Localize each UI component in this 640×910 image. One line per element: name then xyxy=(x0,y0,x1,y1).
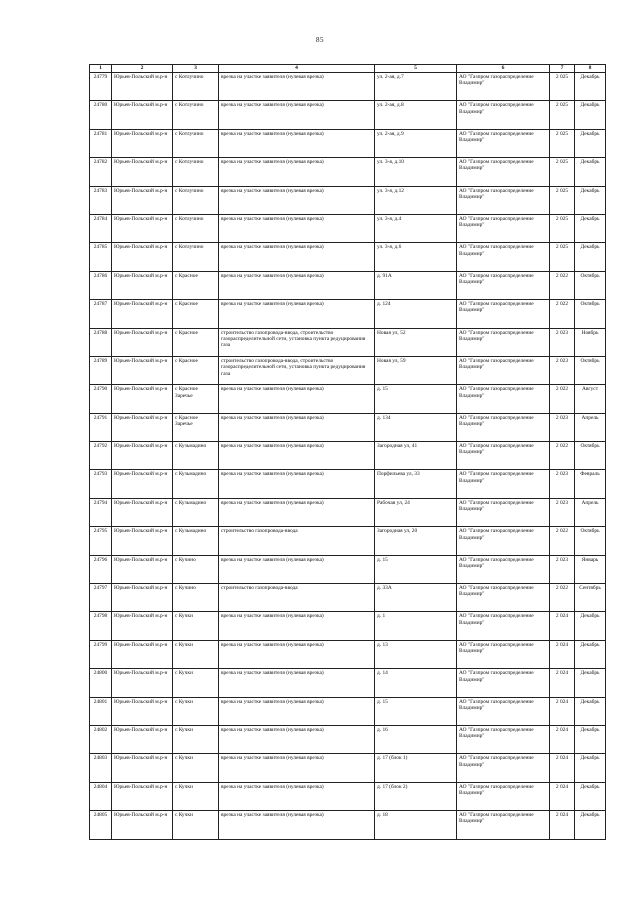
district-cell: Юрьев-Польский м.р-н xyxy=(112,214,173,242)
table-row xyxy=(90,186,606,214)
month-cell: Декабрь xyxy=(575,243,606,271)
organization-cell: АО "Газпром газораспределение Владимир" xyxy=(457,186,550,214)
row-number: 24803 xyxy=(90,754,112,782)
column-header: 8 xyxy=(575,65,606,73)
table-row xyxy=(90,385,606,413)
organization-cell: АО "Газпром газораспределение Владимир" xyxy=(457,811,550,839)
settlement-cell: с Кузьмадино xyxy=(173,498,219,526)
month-cell: Апрель xyxy=(575,498,606,526)
row-number: 24798 xyxy=(90,612,112,640)
month-cell: Октябрь xyxy=(575,442,606,470)
settlement-cell: с Кучки xyxy=(173,754,219,782)
district-cell: Юрьев-Польский м.р-н xyxy=(112,669,173,697)
year-cell: 2 025 xyxy=(550,186,575,214)
year-cell: 2 022 xyxy=(550,385,575,413)
row-number: 24795 xyxy=(90,527,112,555)
district-cell: Юрьев-Польский м.р-н xyxy=(112,385,173,413)
organization-cell: АО "Газпром газораспределение Владимир" xyxy=(457,754,550,782)
address-cell: ул. 2-ая, д.7 xyxy=(375,73,457,101)
settlement-cell: с Кузьмадино xyxy=(173,527,219,555)
month-cell: Декабрь xyxy=(575,697,606,725)
settlement-cell: с Красное xyxy=(173,271,219,299)
month-cell: Октябрь xyxy=(575,527,606,555)
work-type-cell: врезка на участке заявителя (нулевая врезка) xyxy=(219,612,375,640)
work-type-cell: строительство газопровода-ввода, строительство газораспределительной сети, установка пункта редуцирования газа xyxy=(219,328,375,356)
district-cell: Юрьев-Польский м.р-н xyxy=(112,725,173,753)
row-number: 24788 xyxy=(90,328,112,356)
table-row xyxy=(90,413,606,441)
table-row xyxy=(90,498,606,526)
table-row xyxy=(90,243,606,271)
address-cell: Новая ул, 52 xyxy=(375,328,457,356)
register-table xyxy=(89,64,606,840)
district-cell: Юрьев-Польский м.р-н xyxy=(112,243,173,271)
row-number: 24802 xyxy=(90,725,112,753)
district-cell: Юрьев-Польский м.р-н xyxy=(112,356,173,384)
column-header: 3 xyxy=(173,65,219,73)
work-type-cell: врезка на участке заявителя (нулевая врезка) xyxy=(219,300,375,328)
column-header: 2 xyxy=(112,65,173,73)
settlement-cell: с Кучки xyxy=(173,782,219,810)
page-number: 85 xyxy=(316,36,324,44)
column-header: 6 xyxy=(457,65,550,73)
table-row xyxy=(90,782,606,810)
district-cell: Юрьев-Польский м.р-н xyxy=(112,442,173,470)
year-cell: 2 022 xyxy=(550,300,575,328)
month-cell: Февраль xyxy=(575,470,606,498)
month-cell: Октябрь xyxy=(575,271,606,299)
table-row xyxy=(90,73,606,101)
month-cell: Декабрь xyxy=(575,101,606,129)
settlement-cell: с Котлучино xyxy=(173,243,219,271)
district-cell: Юрьев-Польский м.р-н xyxy=(112,612,173,640)
district-cell: Юрьев-Польский м.р-н xyxy=(112,527,173,555)
work-type-cell: строительство газопровода-ввода xyxy=(219,584,375,612)
address-cell: Рабочая ул, 24 xyxy=(375,498,457,526)
month-cell: Август xyxy=(575,385,606,413)
table-row xyxy=(90,612,606,640)
settlement-cell: с Красное xyxy=(173,356,219,384)
row-number: 24805 xyxy=(90,811,112,839)
address-cell: д. 18 xyxy=(375,811,457,839)
work-type-cell: врезка на участке заявителя (нулевая врезка) xyxy=(219,725,375,753)
month-cell: Декабрь xyxy=(575,811,606,839)
organization-cell: АО "Газпром газораспределение Владимир" xyxy=(457,243,550,271)
work-type-cell: врезка на участке заявителя (нулевая врезка) xyxy=(219,243,375,271)
address-cell: д. 15 xyxy=(375,697,457,725)
district-cell: Юрьев-Польский м.р-н xyxy=(112,73,173,101)
month-cell: Декабрь xyxy=(575,782,606,810)
row-number: 24799 xyxy=(90,640,112,668)
district-cell: Юрьев-Польский м.р-н xyxy=(112,300,173,328)
district-cell: Юрьев-Польский м.р-н xyxy=(112,101,173,129)
district-cell: Юрьев-Польский м.р-н xyxy=(112,498,173,526)
district-cell: Юрьев-Польский м.р-н xyxy=(112,555,173,583)
row-number: 24796 xyxy=(90,555,112,583)
month-cell: Декабрь xyxy=(575,158,606,186)
year-cell: 2 024 xyxy=(550,725,575,753)
month-cell: Декабрь xyxy=(575,669,606,697)
address-cell: д. 17 (блок 2) xyxy=(375,782,457,810)
organization-cell: АО "Газпром газораспределение Владимир" xyxy=(457,640,550,668)
table-row xyxy=(90,640,606,668)
settlement-cell: с Кузьмадино xyxy=(173,470,219,498)
address-cell: ул. 3-я, д.10 xyxy=(375,158,457,186)
settlement-cell: с Кучки xyxy=(173,669,219,697)
address-cell: Порфильева ул, 33 xyxy=(375,470,457,498)
row-number: 24780 xyxy=(90,101,112,129)
table-row xyxy=(90,442,606,470)
row-number: 24794 xyxy=(90,498,112,526)
organization-cell: АО "Газпром газораспределение Владимир" xyxy=(457,442,550,470)
month-cell: Декабрь xyxy=(575,754,606,782)
district-cell: Юрьев-Польский м.р-н xyxy=(112,640,173,668)
table-row xyxy=(90,725,606,753)
year-cell: 2 025 xyxy=(550,129,575,157)
settlement-cell: с Красное Заречье xyxy=(173,413,219,441)
year-cell: 2 023 xyxy=(550,498,575,526)
organization-cell: АО "Газпром газораспределение Владимир" xyxy=(457,782,550,810)
organization-cell: АО "Газпром газораспределение Владимир" xyxy=(457,697,550,725)
work-type-cell: врезка на участке заявителя (нулевая врезка) xyxy=(219,101,375,129)
address-cell: д. 124 xyxy=(375,300,457,328)
work-type-cell: строительство газопровода-ввода, строительство газораспределительной сети, установка пункта редуцирования газа xyxy=(219,356,375,384)
year-cell: 2 025 xyxy=(550,214,575,242)
year-cell: 2 023 xyxy=(550,328,575,356)
district-cell: Юрьев-Польский м.р-н xyxy=(112,754,173,782)
month-cell: Декабрь xyxy=(575,214,606,242)
month-cell: Январь xyxy=(575,555,606,583)
row-number: 24804 xyxy=(90,782,112,810)
table-row xyxy=(90,470,606,498)
work-type-cell: врезка на участке заявителя (нулевая врезка) xyxy=(219,73,375,101)
organization-cell: АО "Газпром газораспределение Владимир" xyxy=(457,73,550,101)
work-type-cell: врезка на участке заявителя (нулевая врезка) xyxy=(219,498,375,526)
month-cell: Декабрь xyxy=(575,640,606,668)
month-cell: Декабрь xyxy=(575,73,606,101)
month-cell: Ноябрь xyxy=(575,328,606,356)
organization-cell: АО "Газпром газораспределение Владимир" xyxy=(457,584,550,612)
row-number: 24801 xyxy=(90,697,112,725)
row-number: 24791 xyxy=(90,413,112,441)
row-number: 24787 xyxy=(90,300,112,328)
organization-cell: АО "Газпром газораспределение Владимир" xyxy=(457,101,550,129)
row-number: 24793 xyxy=(90,470,112,498)
organization-cell: АО "Газпром газораспределение Владимир" xyxy=(457,555,550,583)
table-row xyxy=(90,527,606,555)
year-cell: 2 022 xyxy=(550,271,575,299)
table-body xyxy=(90,73,606,840)
table-row xyxy=(90,584,606,612)
work-type-cell: врезка на участке заявителя (нулевая врезка) xyxy=(219,214,375,242)
year-cell: 2 023 xyxy=(550,413,575,441)
address-cell: Загородная ул, 41 xyxy=(375,442,457,470)
table-row xyxy=(90,356,606,384)
settlement-cell: с Кучки xyxy=(173,725,219,753)
district-cell: Юрьев-Польский м.р-н xyxy=(112,186,173,214)
row-number: 24800 xyxy=(90,669,112,697)
work-type-cell: врезка на участке заявителя (нулевая врезка) xyxy=(219,413,375,441)
row-number: 24786 xyxy=(90,271,112,299)
address-cell: д. 13 xyxy=(375,640,457,668)
settlement-cell: с Котлучино xyxy=(173,158,219,186)
address-cell: д. 15 xyxy=(375,555,457,583)
row-number: 24781 xyxy=(90,129,112,157)
month-cell: Октябрь xyxy=(575,300,606,328)
settlement-cell: с Котлучино xyxy=(173,214,219,242)
month-cell: Октябрь xyxy=(575,356,606,384)
address-cell: д. 91А xyxy=(375,271,457,299)
year-cell: 2 023 xyxy=(550,356,575,384)
district-cell: Юрьев-Польский м.р-н xyxy=(112,811,173,839)
district-cell: Юрьев-Польский м.р-н xyxy=(112,470,173,498)
month-cell: Сентябрь xyxy=(575,584,606,612)
year-cell: 2 025 xyxy=(550,73,575,101)
organization-cell: АО "Газпром газораспределение Владимир" xyxy=(457,669,550,697)
district-cell: Юрьев-Польский м.р-н xyxy=(112,271,173,299)
table-row xyxy=(90,697,606,725)
address-cell: ул. 2-ая, д.8 xyxy=(375,101,457,129)
organization-cell: АО "Газпром газораспределение Владимир" xyxy=(457,413,550,441)
address-cell: д. 33А xyxy=(375,584,457,612)
year-cell: 2 024 xyxy=(550,697,575,725)
work-type-cell: врезка на участке заявителя (нулевая врезка) xyxy=(219,129,375,157)
organization-cell: АО "Газпром газораспределение Владимир" xyxy=(457,328,550,356)
row-number: 24792 xyxy=(90,442,112,470)
organization-cell: АО "Газпром газораспределение Владимир" xyxy=(457,527,550,555)
organization-cell: АО "Газпром газораспределение Владимир" xyxy=(457,356,550,384)
settlement-cell: с Кучки xyxy=(173,697,219,725)
table-row xyxy=(90,158,606,186)
address-cell: д. 15 xyxy=(375,385,457,413)
work-type-cell: врезка на участке заявителя (нулевая врезка) xyxy=(219,186,375,214)
year-cell: 2 024 xyxy=(550,811,575,839)
year-cell: 2 024 xyxy=(550,782,575,810)
address-cell: д. 17 (блок 1) xyxy=(375,754,457,782)
work-type-cell: врезка на участке заявителя (нулевая врезка) xyxy=(219,640,375,668)
district-cell: Юрьев-Польский м.р-н xyxy=(112,782,173,810)
row-number: 24785 xyxy=(90,243,112,271)
table-row xyxy=(90,129,606,157)
column-header: 7 xyxy=(550,65,575,73)
work-type-cell: врезка на участке заявителя (нулевая врезка) xyxy=(219,754,375,782)
row-number: 24784 xyxy=(90,214,112,242)
table-row xyxy=(90,328,606,356)
column-header: 5 xyxy=(375,65,457,73)
work-type-cell: врезка на участке заявителя (нулевая врезка) xyxy=(219,271,375,299)
month-cell: Декабрь xyxy=(575,612,606,640)
address-cell: д. 1 xyxy=(375,612,457,640)
column-header: 4 xyxy=(219,65,375,73)
table-row xyxy=(90,300,606,328)
district-cell: Юрьев-Польский м.р-н xyxy=(112,584,173,612)
work-type-cell: врезка на участке заявителя (нулевая врезка) xyxy=(219,385,375,413)
settlement-cell: с Кучки xyxy=(173,612,219,640)
address-cell: д. 16 xyxy=(375,725,457,753)
row-number: 24782 xyxy=(90,158,112,186)
settlement-cell: с Красное xyxy=(173,300,219,328)
year-cell: 2 022 xyxy=(550,584,575,612)
organization-cell: АО "Газпром газораспределение Владимир" xyxy=(457,129,550,157)
settlement-cell: с Красное xyxy=(173,328,219,356)
row-number: 24790 xyxy=(90,385,112,413)
table-row xyxy=(90,555,606,583)
work-type-cell: врезка на участке заявителя (нулевая врезка) xyxy=(219,697,375,725)
district-cell: Юрьев-Польский м.р-н xyxy=(112,158,173,186)
row-number: 24779 xyxy=(90,73,112,101)
work-type-cell: врезка на участке заявителя (нулевая врезка) xyxy=(219,442,375,470)
settlement-cell: с Кучино xyxy=(173,584,219,612)
address-cell: д. 14 xyxy=(375,669,457,697)
year-cell: 2 022 xyxy=(550,442,575,470)
organization-cell: АО "Газпром газораспределение Владимир" xyxy=(457,725,550,753)
organization-cell: АО "Газпром газораспределение Владимир" xyxy=(457,271,550,299)
work-type-cell: врезка на участке заявителя (нулевая врезка) xyxy=(219,470,375,498)
table-row xyxy=(90,754,606,782)
address-cell: Загородная ул, 20 xyxy=(375,527,457,555)
organization-cell: АО "Газпром газораспределение Владимир" xyxy=(457,470,550,498)
header-row xyxy=(90,65,606,73)
district-cell: Юрьев-Польский м.р-н xyxy=(112,328,173,356)
year-cell: 2 022 xyxy=(550,527,575,555)
settlement-cell: с Кучино xyxy=(173,555,219,583)
address-cell: д. 134 xyxy=(375,413,457,441)
organization-cell: АО "Газпром газораспределение Владимир" xyxy=(457,158,550,186)
work-type-cell: врезка на участке заявителя (нулевая врезка) xyxy=(219,158,375,186)
column-header: 1 xyxy=(90,65,112,73)
year-cell: 2 025 xyxy=(550,101,575,129)
district-cell: Юрьев-Польский м.р-н xyxy=(112,697,173,725)
settlement-cell: с Кучки xyxy=(173,640,219,668)
settlement-cell: с Кучки xyxy=(173,811,219,839)
year-cell: 2 024 xyxy=(550,612,575,640)
address-cell: Новая ул, 59 xyxy=(375,356,457,384)
organization-cell: АО "Газпром газораспределение Владимир" xyxy=(457,498,550,526)
year-cell: 2 024 xyxy=(550,754,575,782)
row-number: 24797 xyxy=(90,584,112,612)
year-cell: 2 024 xyxy=(550,669,575,697)
organization-cell: АО "Газпром газораспределение Владимир" xyxy=(457,300,550,328)
year-cell: 2 025 xyxy=(550,243,575,271)
table-row xyxy=(90,811,606,839)
address-cell: ул. 3-я, д.12 xyxy=(375,186,457,214)
year-cell: 2 025 xyxy=(550,158,575,186)
table-row xyxy=(90,101,606,129)
settlement-cell: с Котлучино xyxy=(173,186,219,214)
table-row xyxy=(90,271,606,299)
year-cell: 2 023 xyxy=(550,555,575,583)
work-type-cell: врезка на участке заявителя (нулевая врезка) xyxy=(219,811,375,839)
month-cell: Декабрь xyxy=(575,129,606,157)
year-cell: 2 024 xyxy=(550,640,575,668)
year-cell: 2 023 xyxy=(550,470,575,498)
organization-cell: АО "Газпром газораспределение Владимир" xyxy=(457,612,550,640)
work-type-cell: врезка на участке заявителя (нулевая врезка) xyxy=(219,669,375,697)
organization-cell: АО "Газпром газораспределение Владимир" xyxy=(457,214,550,242)
month-cell: Декабрь xyxy=(575,186,606,214)
table-row xyxy=(90,214,606,242)
month-cell: Апрель xyxy=(575,413,606,441)
table-row xyxy=(90,669,606,697)
row-number: 24783 xyxy=(90,186,112,214)
settlement-cell: с Котлучино xyxy=(173,129,219,157)
address-cell: ул. 2-ая, д.9 xyxy=(375,129,457,157)
district-cell: Юрьев-Польский м.р-н xyxy=(112,129,173,157)
settlement-cell: с Красное Заречье xyxy=(173,385,219,413)
address-cell: ул. 3-я, д.6 xyxy=(375,243,457,271)
district-cell: Юрьев-Польский м.р-н xyxy=(112,413,173,441)
month-cell: Декабрь xyxy=(575,725,606,753)
row-number: 24789 xyxy=(90,356,112,384)
settlement-cell: с Котлучино xyxy=(173,101,219,129)
work-type-cell: врезка на участке заявителя (нулевая врезка) xyxy=(219,782,375,810)
settlement-cell: с Котлучино xyxy=(173,73,219,101)
settlement-cell: с Кузьмадино xyxy=(173,442,219,470)
work-type-cell: врезка на участке заявителя (нулевая врезка) xyxy=(219,555,375,583)
address-cell: ул. 3-я, д.4 xyxy=(375,214,457,242)
work-type-cell: строительство газопровода-ввода xyxy=(219,527,375,555)
organization-cell: АО "Газпром газораспределение Владимир" xyxy=(457,385,550,413)
